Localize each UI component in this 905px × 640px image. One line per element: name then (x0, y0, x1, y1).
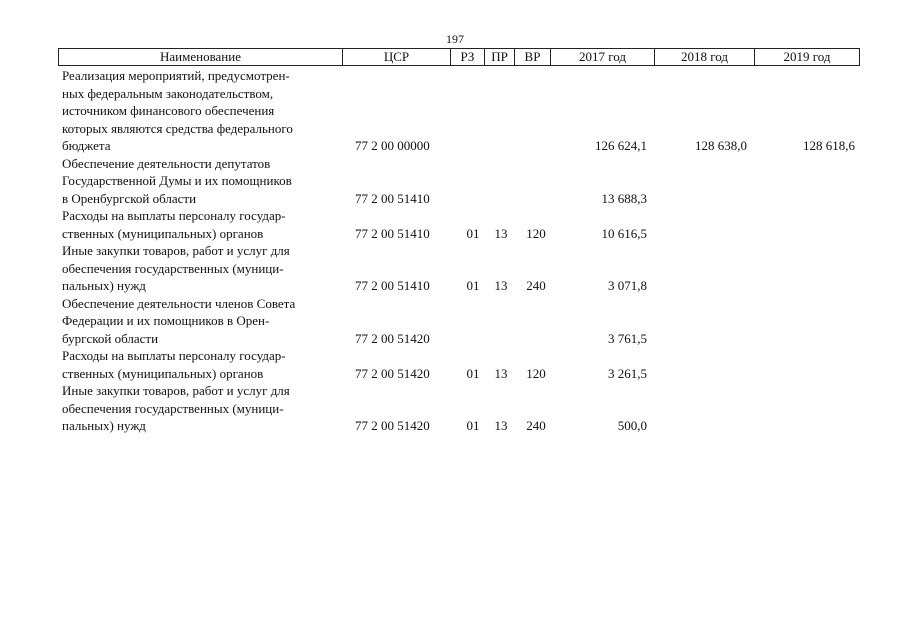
row-name-line: обеспечения государственных (муници- (62, 260, 284, 276)
row-vr: 240 (526, 418, 546, 433)
header-2019: 2019 год (754, 49, 860, 65)
row-2017: 3 761,5 (608, 330, 647, 346)
row-csr: 77 2 00 51410 (355, 278, 430, 293)
row-2017: 126 624,1 (595, 138, 647, 153)
row-vr: 120 (526, 365, 546, 381)
table-header (58, 48, 860, 66)
row-csr: 77 2 00 51410 (355, 190, 430, 206)
row-name-line: Иные закупки товаров, работ и услуг для (62, 243, 290, 258)
row-name-line: Обеспечение деятельности депутатов (62, 155, 271, 171)
row-csr: 77 2 00 00000 (355, 138, 430, 153)
row-name-line: Расходы на выплаты персоналу государ- (62, 208, 286, 223)
row-rz: 01 (466, 278, 480, 293)
row-2017: 3 261,5 (608, 365, 647, 381)
row-name-line: Государственной Думы и их помощников (62, 173, 292, 188)
row-2017: 10 616,5 (601, 225, 647, 241)
row-name (62, 295, 342, 348)
row-pr: 13 (494, 225, 508, 241)
row-name-line: обеспечения государственных (муници- (62, 400, 284, 416)
row-csr: 77 2 00 51420 (355, 330, 430, 346)
row-name-line: ственных (муниципальных) органов (62, 365, 264, 381)
header-name: Наименование (58, 49, 342, 65)
row-pr: 13 (494, 365, 508, 381)
row-2018: 128 638,0 (695, 138, 747, 153)
row-name (62, 155, 342, 208)
row-name-line: пальных) нужд (62, 278, 146, 293)
row-rz: 01 (466, 365, 480, 381)
row-name-line: которых являются средства федерального (62, 120, 293, 136)
header-2017: 2017 год (550, 49, 654, 65)
row-2017: 500,0 (617, 418, 647, 433)
row-name-line: ственных (муниципальных) органов (62, 225, 264, 241)
row-csr: 77 2 00 51410 (355, 225, 430, 241)
header-vr: ВР (514, 49, 550, 65)
row-csr: 77 2 00 51420 (355, 365, 430, 381)
row-name-line: в Оренбургской области (62, 190, 197, 206)
row-pr: 13 (494, 278, 508, 293)
page-number: 197 (446, 32, 464, 46)
row-name-line: Федерации и их помощников в Орен- (62, 313, 270, 328)
header-pr: ПР (484, 49, 514, 65)
row-name-line: Иные закупки товаров, работ и услуг для (62, 383, 290, 398)
row-name-line: Обеспечение деятельности членов Совета (62, 295, 296, 311)
header-csr: ЦСР (342, 49, 450, 65)
row-name-line: бургской области (62, 330, 159, 346)
row-vr: 240 (526, 278, 546, 293)
row-vr: 120 (526, 225, 546, 241)
row-name (62, 207, 342, 242)
header-rz: РЗ (450, 49, 484, 65)
row-name-line: Реализация мероприятий, предусмотрен- (62, 68, 290, 83)
row-name (62, 382, 342, 435)
row-rz: 01 (466, 418, 480, 433)
row-name-line: Расходы на выплаты персоналу государ- (62, 348, 286, 363)
row-name (62, 242, 342, 295)
row-2019: 128 618,6 (803, 138, 855, 153)
row-name-line: источником финансового обеспечения (62, 103, 275, 118)
row-name (62, 347, 342, 382)
row-name-line: бюджета (62, 138, 111, 153)
row-name-line: пальных) нужд (62, 418, 146, 433)
row-pr: 13 (494, 418, 508, 433)
row-name (62, 67, 342, 155)
row-2017: 13 688,3 (601, 190, 647, 206)
row-csr: 77 2 00 51420 (355, 418, 430, 433)
row-name-line: ных федеральным законодательством, (62, 85, 274, 101)
header-2018: 2018 год (654, 49, 754, 65)
row-2017: 3 071,8 (608, 278, 647, 293)
row-rz: 01 (466, 225, 480, 241)
